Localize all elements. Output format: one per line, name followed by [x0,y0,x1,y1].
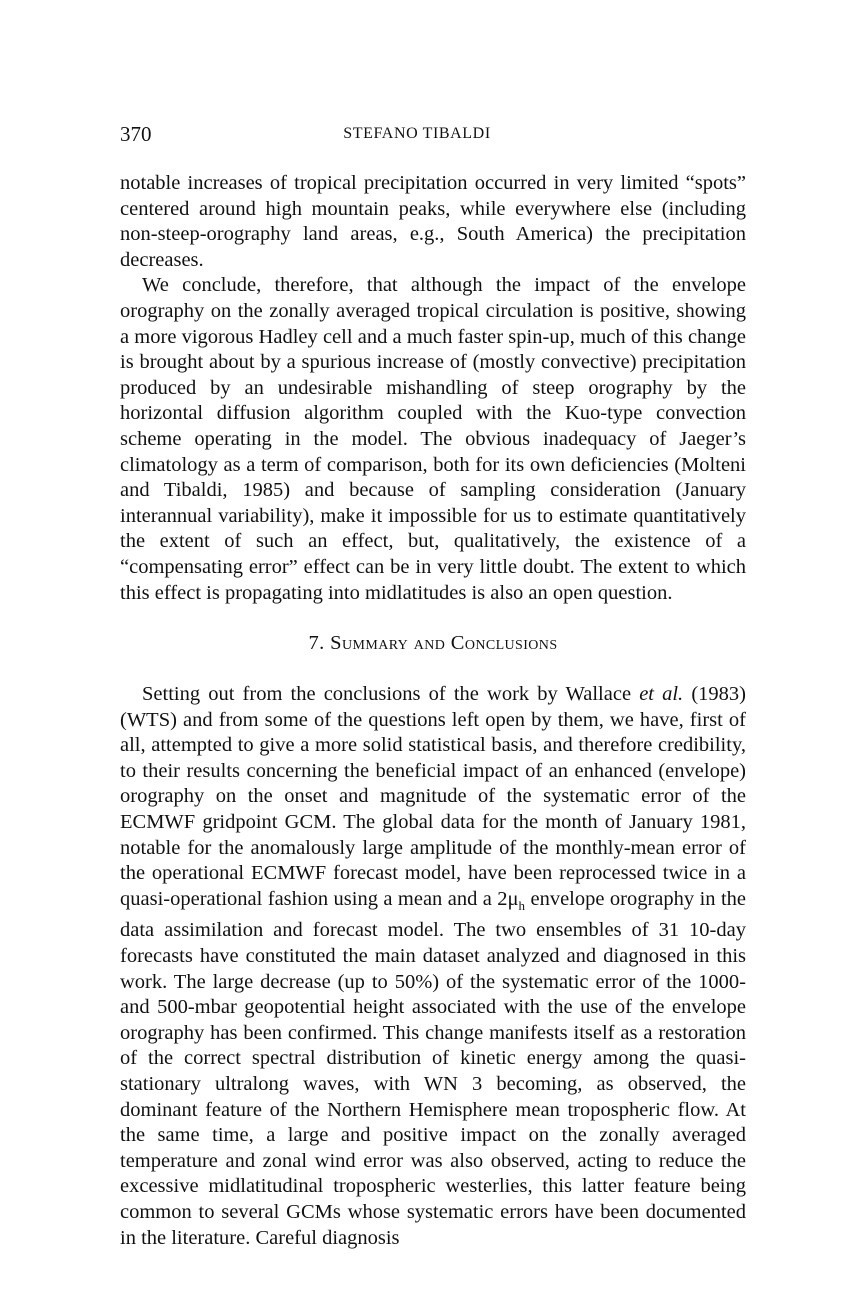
paragraph-continued: notable increases of tropical precipitation occurred in very limited “spots” centered around high mountain peaks, while everywhere else (including non-steep-orography land areas, e.g., South America) the precipitation decreases. [120,172,746,271]
page-number: 370 [120,122,152,146]
running-head [120,120,746,148]
body-text-summary [120,682,746,1251]
text-run: Setting out from the conclusions of the work by Wallace [142,683,640,705]
text-run: envelope orography in the data assimilation and forecast model. The two ensembles of 31 10-day forecasts have constituted the main dataset analyzed and diagnosed in this work. The large decrease (up to 50%) of the systematic error of the 1000- and 500-mbar geopotential height associated with the use of the envelope orography has been confirmed. This change manifests itself as a restoration of the correct spectral distribution of kinetic energy among the quasi-stationary ultralong waves, with WN 3 becoming, as observed, the dominant feature of the Northern Hemisphere mean tropospheric flow. At the same time, a large and positive impact on the zonally averaged temperature and zonal wind error was also observed, acting to reduce the excessive midlatitudinal tropospheric westerlies, this latter feature being common to several GCMs whose systematic errors have been documented in the literature. Careful diagnosis [120,887,747,1249]
body-text-top [120,171,746,606]
text-run: (1983) (WTS) and from some of the questions left open by them, we have, first of all, attempted to give a more solid statistical basis, and therefore credibility, to their results concerning the beneficial impact of an enhanced (envelope) orography on the onset and magnitude of the systematic error of the ECMWF gridpoint GCM. The global data for the month of January 1981, notable for the anomalously large amplitude of the monthly-mean error of the operational ECMWF forecast model, have been reprocessed twice in a quasi-operational fashion using a mean and a [120,683,746,910]
running-title: STEFANO TIBALDI [343,125,491,142]
section-heading: 7. Summary and Conclusions [308,632,558,654]
math-coefficient: 2μ [497,887,519,910]
citation-et-al: et al. [639,683,684,705]
math-symbol [497,887,526,913]
math-subscript: h [518,897,526,913]
paragraph-conclusion: We conclude, therefore, that although the impact of the envelope orography on the zonally averaged tropical circulation is positive, showing a more vigorous Hadley cell and a much faster spin-up, much of this change is brought about by a spurious increase of (mostly convective) precipitation produced by an undesirable mishandling of steep orography by the horizontal diffusion algorithm coupled with the Kuo-type convection scheme operating in the model. The obvious inadequacy of Jaeger’s climatology as a term of comparison, both for its own deficiencies (Molteni and Tibaldi, 1985) and because of sampling consideration (January interannual variability), make it impossible for us to estimate quantitatively the extent of such an effect, but, qualitatively, the existence of a “compensating error” effect can be in very little doubt. The extent to which this effect is propagating into midlatitudes is also an open question. [120,274,746,604]
paragraph-summary [120,682,746,1251]
